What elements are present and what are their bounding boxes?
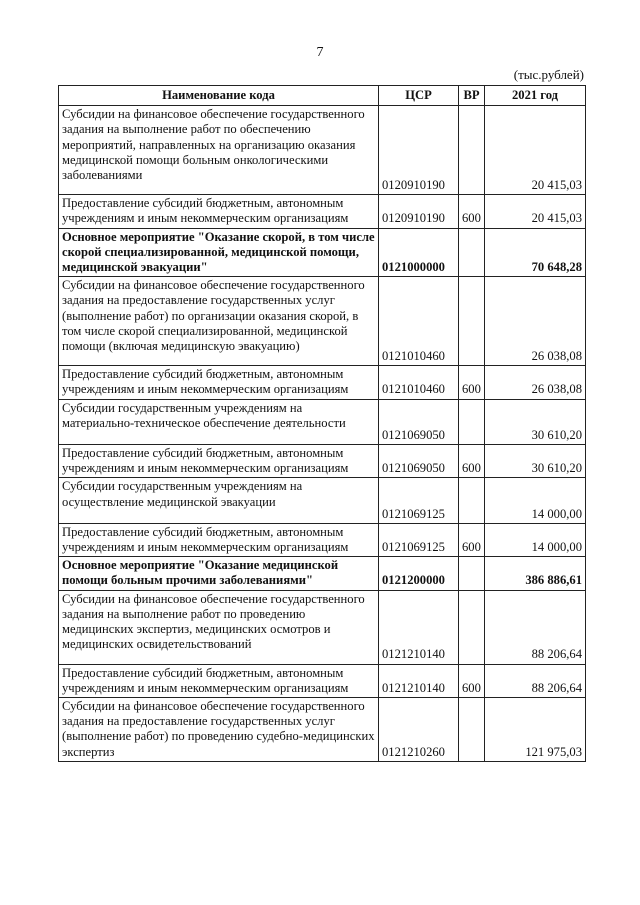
units-label: (тыс.рублей) [513,67,584,82]
table-row [59,366,586,399]
row-csr-cell: 0121069125 [379,478,459,523]
table-row [59,445,586,478]
row-name-cell: Субсидии государственным учреждениям на материально-техническое обеспечение деятельности [59,399,379,444]
row-csr-cell: 0121069050 [379,399,459,444]
row-amount-cell: 26 038,08 [485,366,586,399]
row-amount-cell: 88 206,64 [485,590,586,664]
row-amount-cell: 26 038,08 [485,277,586,366]
row-csr-cell: 0121069050 [379,445,459,478]
row-name-cell: Основное мероприятие "Оказание скорой, в том числе скорой специализированной, медицинской помощи, медицинской эвакуации" [59,228,379,277]
header-name: Наименование кода [59,86,379,106]
row-amount-cell: 14 000,00 [485,478,586,523]
row-csr-cell: 0121210260 [379,697,459,761]
page-number: 7 [316,45,324,60]
row-name-cell: Предоставление субсидий бюджетным, автономным учреждениям и иным некоммерческим организациям [59,445,379,478]
table-row-section [59,228,586,277]
budget-table [58,85,586,762]
row-vr-cell [459,697,485,761]
row-name-cell: Предоставление субсидий бюджетным, автономным учреждениям и иным некоммерческим организациям [59,664,379,697]
table-row [59,664,586,697]
row-amount-cell: 88 206,64 [485,664,586,697]
row-vr-cell [459,106,485,195]
table-row [59,590,586,664]
row-csr-cell: 0121000000 [379,228,459,277]
row-name-cell: Предоставление субсидий бюджетным, автономным учреждениям и иным некоммерческим организациям [59,366,379,399]
table-row [59,697,586,761]
row-csr-cell: 0120910190 [379,106,459,195]
row-amount-cell: 20 415,03 [485,106,586,195]
row-name-cell: Субсидии на финансовое обеспечение государственного задания на выполнение работ по обеспечению мероприятий, направленных на организацию оказания медицинской помощи больным онкологическими заболеваниями [59,106,379,195]
row-vr-cell [459,478,485,523]
header-vr: ВР [459,86,485,106]
row-vr-cell: 600 [459,445,485,478]
row-name-cell: Предоставление субсидий бюджетным, автономным учреждениям и иным некоммерческим организациям [59,195,379,228]
table-row [59,478,586,523]
row-vr-cell: 600 [459,366,485,399]
row-name-cell: Предоставление субсидий бюджетным, автономным учреждениям и иным некоммерческим организациям [59,523,379,556]
row-csr-cell: 0121069125 [379,523,459,556]
table-row [59,523,586,556]
row-vr-cell [459,399,485,444]
row-name-cell: Субсидии на финансовое обеспечение государственного задания на предоставление государственных услуг (выполнение работ) по проведению судебно-медицинских экспертиз [59,697,379,761]
table-row [59,106,586,195]
row-csr-cell: 0120910190 [379,195,459,228]
row-csr-cell: 0121210140 [379,590,459,664]
table-row [59,277,586,366]
row-amount-cell: 30 610,20 [485,445,586,478]
row-amount-cell: 70 648,28 [485,228,586,277]
table-row-section [59,557,586,590]
row-vr-cell [459,590,485,664]
row-amount-cell: 121 975,03 [485,697,586,761]
table-header-row [59,86,586,106]
table-body [59,106,586,762]
row-csr-cell: 0121010460 [379,277,459,366]
table-row [59,399,586,444]
row-vr-cell: 600 [459,195,485,228]
row-amount-cell: 386 886,61 [485,557,586,590]
row-name-cell: Субсидии государственным учреждениям на осуществление медицинской эвакуации [59,478,379,523]
row-csr-cell: 0121200000 [379,557,459,590]
row-amount-cell: 30 610,20 [485,399,586,444]
row-vr-cell [459,228,485,277]
row-amount-cell: 14 000,00 [485,523,586,556]
row-vr-cell: 600 [459,523,485,556]
row-csr-cell: 0121210140 [379,664,459,697]
header-amount: 2021 год [485,86,586,106]
header-csr: ЦСР [379,86,459,106]
row-csr-cell: 0121010460 [379,366,459,399]
row-name-cell: Основное мероприятие "Оказание медицинской помощи больным прочими заболеваниями" [59,557,379,590]
row-vr-cell: 600 [459,664,485,697]
row-name-cell: Субсидии на финансовое обеспечение государственного задания на предоставление государственных услуг (выполнение работ) по организации оказания скорой, в том числе скорой специализированной, медицинской помощи (включая медицинскую эвакуацию) [59,277,379,366]
row-vr-cell [459,557,485,590]
row-name-cell: Субсидии на финансовое обеспечение государственного задания на выполнение работ по проведению медицинских экспертиз, медицинских осмотров и медицинских освидетельствований [59,590,379,664]
row-amount-cell: 20 415,03 [485,195,586,228]
row-vr-cell [459,277,485,366]
table-row [59,195,586,228]
